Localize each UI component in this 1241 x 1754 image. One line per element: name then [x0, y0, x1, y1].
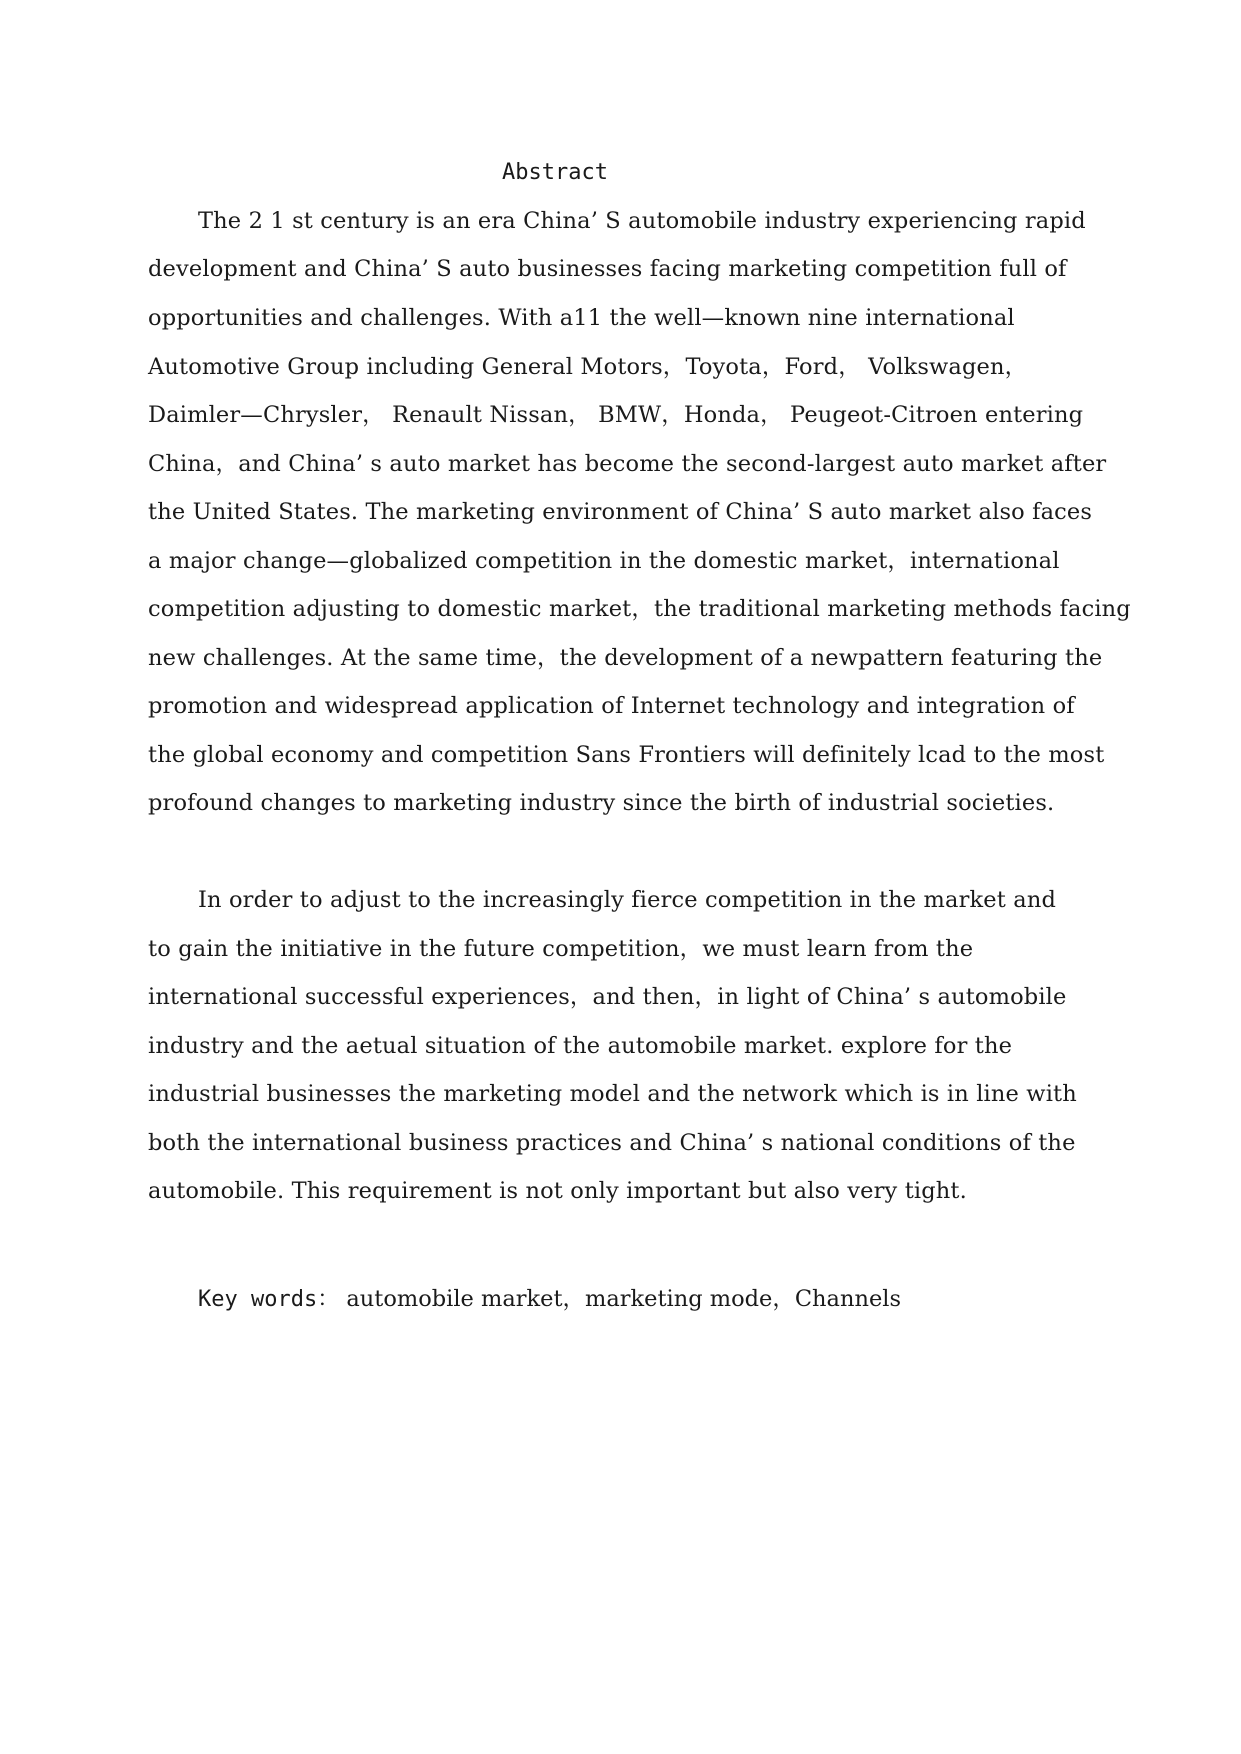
- abstract-p2-line-7: automobile. This requirement is not only important but also very tight.: [148, 1178, 967, 1204]
- abstract-p1-line-5: Daimler—Chrysler， Renault Nissan， BMW，Honda， Peugeot-Citroen entering: [148, 402, 1084, 428]
- abstract-p1-line-8: a major change—globalized competition in the domestic market，international: [148, 548, 1060, 574]
- abstract-p1-line-11: promotion and widespread application of Internet technology and integration of: [148, 693, 1075, 719]
- abstract-p1-line-4: Automotive Group including General Motors，Toyota，Ford， Volkswagen，: [148, 354, 1028, 380]
- abstract-p2-line-5: industrial businesses the marketing model and the network which is in line with: [148, 1081, 1077, 1107]
- keywords-label: Key words：: [198, 1287, 340, 1312]
- abstract-p1-line-13: profound changes to marketing industry since the birth of industrial societies.: [148, 790, 1055, 816]
- abstract-p2-line-4: industry and the aetual situation of the automobile market. explore for the: [148, 1033, 1013, 1059]
- abstract-p2-line-6: both the international business practices and China’ s national conditions of the: [148, 1130, 1076, 1156]
- abstract-p1-line-7: the United States. The marketing environment of China’ S auto market also faces: [148, 499, 1093, 525]
- abstract-p1-line-9: competition adjusting to domestic market，the traditional marketing methods facing: [148, 596, 1131, 622]
- abstract-p1-line-6: China，and China’ s auto market has become the second-largest auto market after: [148, 451, 1107, 477]
- abstract-p1-line-1: The 2 1 st century is an era China’ S automobile industry experiencing rapid: [198, 208, 1086, 234]
- keywords-line: [198, 1283, 901, 1316]
- abstract-p1-line-12: the global economy and competition Sans Frontiers will definitely lcad to the most: [148, 742, 1105, 768]
- abstract-p2-line-1: In order to adjust to the increasingly fierce competition in the market and: [198, 887, 1057, 913]
- abstract-heading: Abstract: [502, 160, 608, 185]
- abstract-p1-line-10: new challenges. At the same time，the development of a newpattern featuring the: [148, 645, 1103, 671]
- abstract-p2-line-2: to gain the initiative in the future competition，we must learn from the: [148, 936, 974, 962]
- abstract-p1-line-3: opportunities and challenges. With a11 the well—known nine international: [148, 305, 1015, 331]
- abstract-p1-line-2: development and China’ S auto businesses facing marketing competition full of: [148, 256, 1067, 282]
- abstract-p2-line-3: international successful experiences，and then，in light of China’ s automobile: [148, 984, 1067, 1010]
- keywords-text: automobile market，marketing mode，Channels: [339, 1286, 902, 1312]
